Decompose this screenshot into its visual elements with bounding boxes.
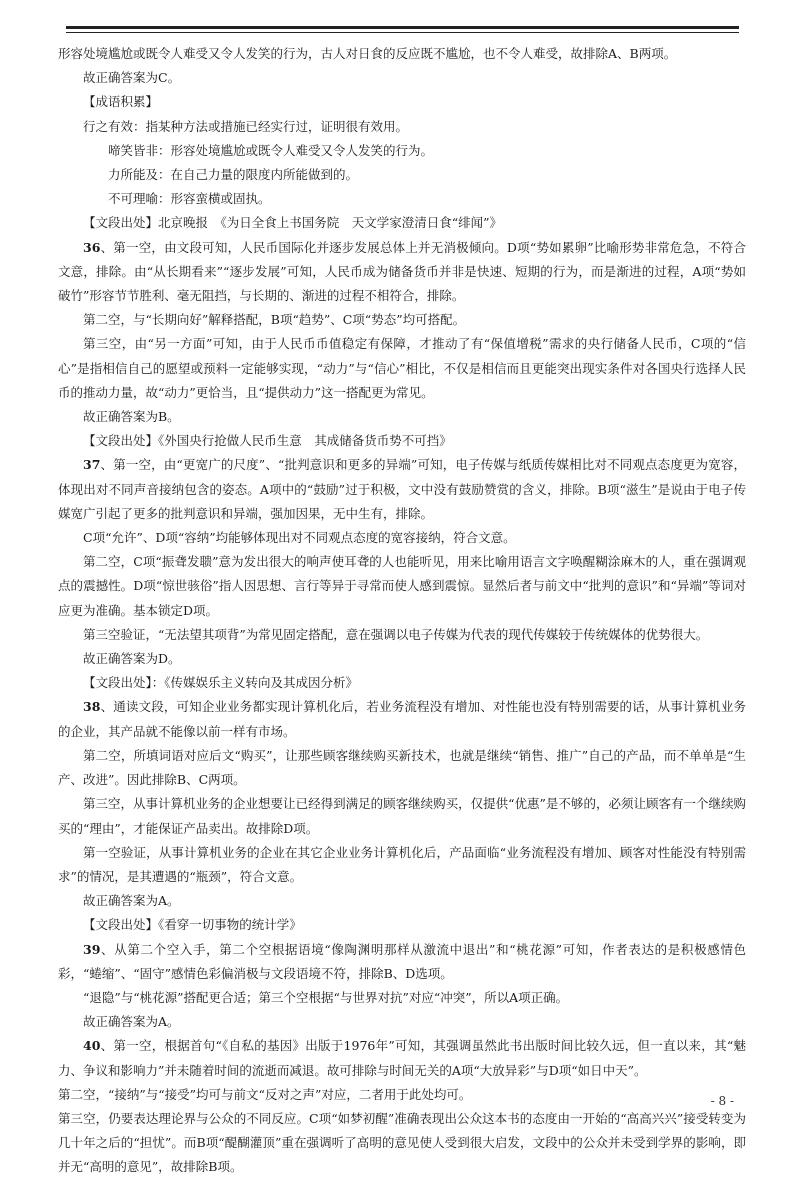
paragraph: C项“允许”、D项“容纳”均能够体现出对不同观点态度的宽容接纳，符合文意。	[83, 530, 516, 546]
header-rule-thick	[66, 26, 739, 29]
source-line: 【文段出处】《看穿一切事物的统计学》	[83, 917, 302, 933]
question-36	[58, 236, 746, 309]
question-number: 39	[83, 941, 101, 957]
paragraph: 第三空验证，“无法望其项背”为常见固定搭配，意在强调以电子传媒为代表的现代传媒较于传统媒体的优势很大。	[83, 626, 709, 642]
document-body	[58, 42, 746, 1180]
answer-line: 故正确答案为B。	[83, 409, 180, 425]
paragraph: 第三空，从事计算机业务的企业想要让已经得到满足的顾客继续购买，仅提供“优惠”是不够的，必须让顾客有一个继续购买的“理由”，才能保证产品卖出。故排除D项。	[58, 796, 746, 836]
idiom-entry: 不可理喻：形容蛮横或固执。	[108, 191, 271, 207]
answer-line: 故正确答案为D。	[83, 651, 181, 667]
paragraph: “退隐”与“桃花源”搭配更合适；第三个空根据“与世界对抗”对应“冲突”，所以A项正确。	[83, 989, 569, 1005]
question-40	[58, 1034, 746, 1082]
paragraph: 第二空，与“长期向好”解释搭配，B项“趋势”、C项“势态”均可搭配。	[83, 312, 466, 328]
source-line: 【文段出处】北京晚报 《为日全食上书国务院 天文学家澄清日食“绯闻”》	[83, 215, 503, 231]
answer-line: 故正确答案为A。	[83, 893, 180, 909]
question-text: 、第一空，根据首句“《自私的基因》出版于1976年”可知，其强调虽然此书出版时间比较久远，但一直以来，其“魅力、争议和影响力”并未随着时间的流逝而减退。故可排除与时间无关的A项“大放异彩”与D项“如日中天”。	[58, 1038, 746, 1078]
question-number: 38	[83, 699, 101, 715]
paragraph: 第二空，“接纳”与“接受”均可与前文“反对之声”对应，二者用于此处均可。	[58, 1086, 472, 1102]
paragraph: 第二空，所填词语对应后文“购买”，让那些顾客继续购买新技术，也就是继续“销售、推广”自己的产品，而不单单是“生产、改进”。因此排除B、C两项。	[58, 747, 746, 788]
source-line: 【文段出处】：《传媒娱乐主义转向及其成因分析》	[83, 675, 359, 691]
idiom-entry: 啼笑皆非：形容处境尴尬或既令人难受又令人发笑的行为。	[108, 142, 434, 158]
answer-line: 故正确答案为A。	[83, 1014, 180, 1030]
idiom-entry: 力所能及：在自己力量的限度内所能做到的。	[108, 167, 359, 183]
question-text: 、第一空，由“更宽广的尺度”、“批判意识和更多的异端”可知，电子传媒与纸质传媒相比对不同观点态度更为宽容，体现出对不同声音接纳包含的姿态。A项中的“鼓励”过于积极，文中没有鼓励赞赏的含义，排除。B项“滋生”是说由于电子传媒宽广引起了更多的批判意识和异端，强加因果，无中生有，排除。	[58, 457, 746, 521]
paragraph: 第三空，仍要表达理论界与公众的不同反应。C项“如梦初醒”准确表现出公众这本书的态度由一开始的“高高兴兴”接受转变为几十年之后的“担忧”。而B项“醍醐灌顶”重在强调听了高明的意见使人受到很大启发，文段中的公众并未受到学界的影响，即并无“高明的意见”，故排除B项。	[58, 1110, 746, 1175]
question-number: 36	[83, 239, 101, 255]
question-text: 、第一空，由文段可知，人民币国际化并逐步发展总体上并无消极倾向。D项“势如累卵”比喻形势非常危急，不符合文意，排除。由“从长期看来”“逐步发展”可知，人民币成为储备货币并非是快速、短期的行为，而是渐进的过程，A项“势如破竹”形容节节胜利、毫无阻挡，与长期的、渐进的过程不相符合，排除。	[58, 239, 746, 304]
page-number: - 8 -	[710, 1094, 734, 1108]
question-38	[58, 695, 746, 743]
question-39	[58, 938, 746, 986]
paragraph: 第一空验证，从事计算机业务的企业在其它企业业务计算机化后，产品面临“业务流程没有增加、顾客对性能没有特别需求”的情况，是其遭遇的“瓶颈”，符合文意。	[58, 844, 746, 884]
question-text: 、从第二个空入手，第二个空根据语境“像陶渊明那样从激流中退出”和“桃花源”可知，作者表达的是积极感情色彩，“蜷缩”、“固守”感情色彩偏消极与文段语境不符，排除B、D选项。	[58, 941, 746, 981]
paragraph: 第三空，由“另一方面”可知，由于人民币币值稳定有保障，才推动了有“保值增税”需求的央行储备人民币，C项的“信心”是指相信自己的愿望或预料一定能够实现，“动力”与“信心”相比，不仅是相信而且更能突出现实条件对各国央行选择人民币的推动力量，故“动力”更恰当，且“提供动力”这一搭配更为常见。	[58, 336, 746, 400]
question-number: 37	[83, 457, 101, 473]
answer-line: 故正确答案为C。	[83, 70, 181, 86]
question-37	[58, 453, 746, 526]
paragraph: 第二空，C项“振聋发聩”意为发出很大的响声使耳聋的人也能听见，用来比喻用语言文字唤醒糊涂麻木的人，重在强调观点的震撼性。D项“惊世骇俗”指人因思想、言行等异于寻常而使人感到震惊。显然后者与前文中“批判的意识”和“异端”等词对应更为准确。基本锁定D项。	[58, 554, 746, 618]
question-text: 、通读文段，可知企业业务都实现计算机化后，若业务流程没有增加、对性能也没有特别需要的话，从事计算机业务的企业，其产品就不能像以前一样有市场。	[58, 699, 746, 739]
idiom-entry: 行之有效：指某种方法或措施已经实行过，证明很有效用。	[83, 118, 409, 134]
header-rule-thin	[66, 32, 739, 33]
question-number: 40	[83, 1038, 101, 1054]
paragraph: 形容处境尴尬或既令人难受又令人发笑的行为，古人对日食的反应既不尴尬，也不令人难受，故排除A、B两项。	[58, 46, 677, 61]
source-line: 【文段出处】《外国央行抢做人民币生意 其成储备货币势不可挡》	[83, 433, 452, 449]
section-heading: 【成语积累】	[83, 94, 159, 110]
